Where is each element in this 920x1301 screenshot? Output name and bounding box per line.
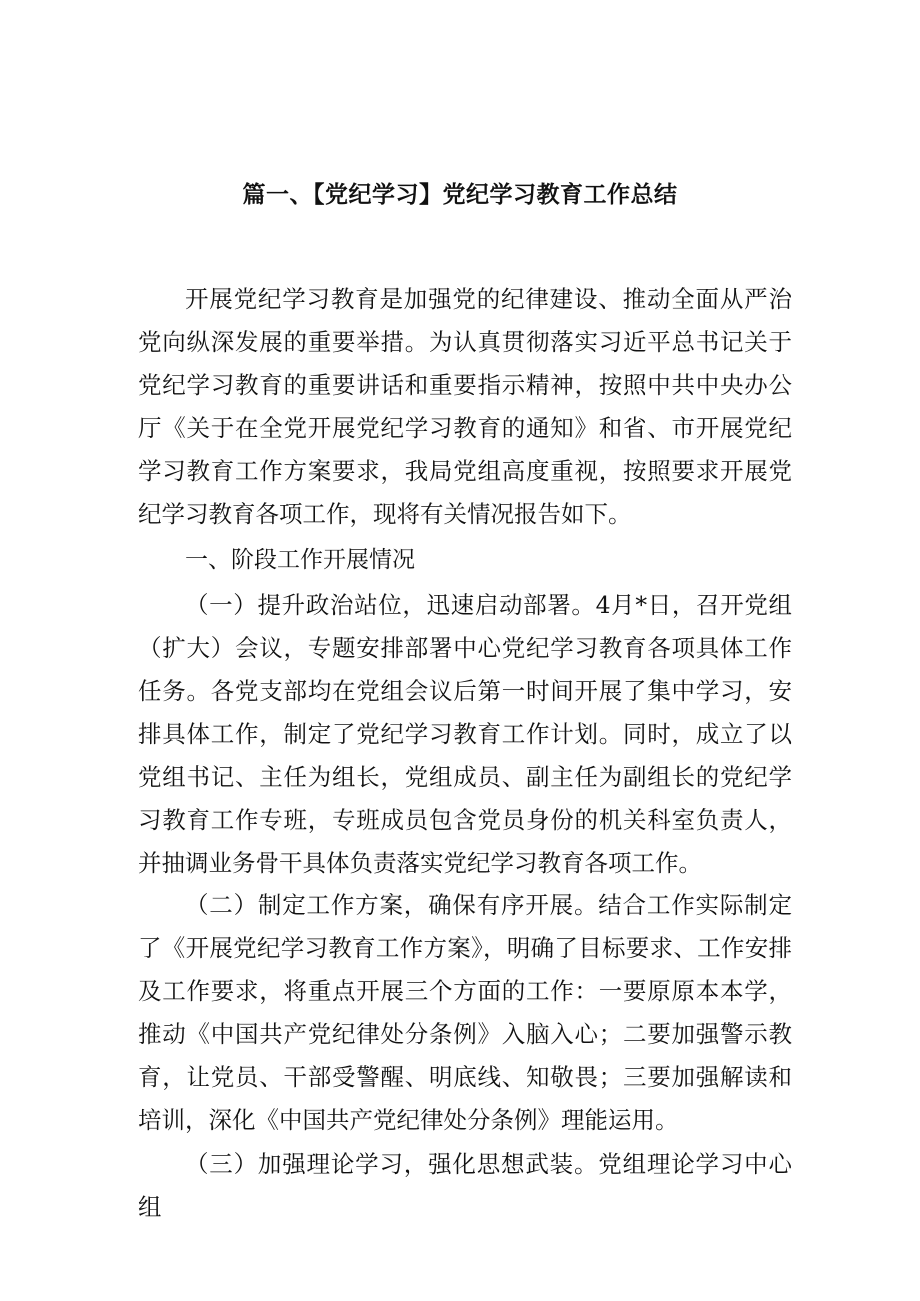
section-heading: 一、阶段工作开展情况 (185, 547, 415, 573)
paragraph-two-text: （二）制定工作方案，确保有序开展。结合工作实际制定了《开展党纪学习教育工作方案》，明确了目标要求、工作安排及工作要求，将重点开展三个方面的工作：一要原原本本学，推动《中国共产党纪律处分条例》入脑入心；二要加强警示教育，让党员、干部受警醒、明底线、知敬畏；三要加强解读和培训，深化《中国共产党纪律处分条例》理能运用。 (138, 891, 792, 1134)
intro-text: 开展党纪学习教育是加强党的纪律建设、推动全面从严治党向纵深发展的重要举措。为认真贯彻落实习近平总书记关于党纪学习教育的重要讲话和重要指示精神，按照中共中央办公厅《关于在全党开展党纪学习教育的通知》和省、市开展党纪学习教育工作方案要求，我局党组高度重视，按照要求开展党纪学习教育各项工作，现将有关情况报告如下。 (138, 285, 792, 528)
paragraph-one (138, 584, 792, 885)
paragraph-two (138, 884, 792, 1142)
paragraph-three-text: （三）加强理论学习，强化思想武装。党组理论学习中心组 (138, 1150, 792, 1221)
paragraph-one-text: （一）提升政治站位，迅速启动部署。4月*日，召开党组（扩大）会议，专题安排部署中心党纪学习教育各项具体工作任务。各党支部均在党组会议后第一时间开展了集中学习，安排具体工作，制定了党纪学习教育工作计划。同时，成立了以党组书记、主任为组长，党组成员、副主任为副组长的党纪学习教育工作专班，专班成员包含党员身份的机关科室负责人，并抽调业务骨干具体负责落实党纪学习教育各项工作。 (138, 591, 792, 877)
intro-paragraph (138, 278, 792, 536)
paragraph-three (138, 1143, 792, 1229)
document-title: 篇一、【党纪学习】党纪学习教育工作总结 (242, 182, 678, 208)
